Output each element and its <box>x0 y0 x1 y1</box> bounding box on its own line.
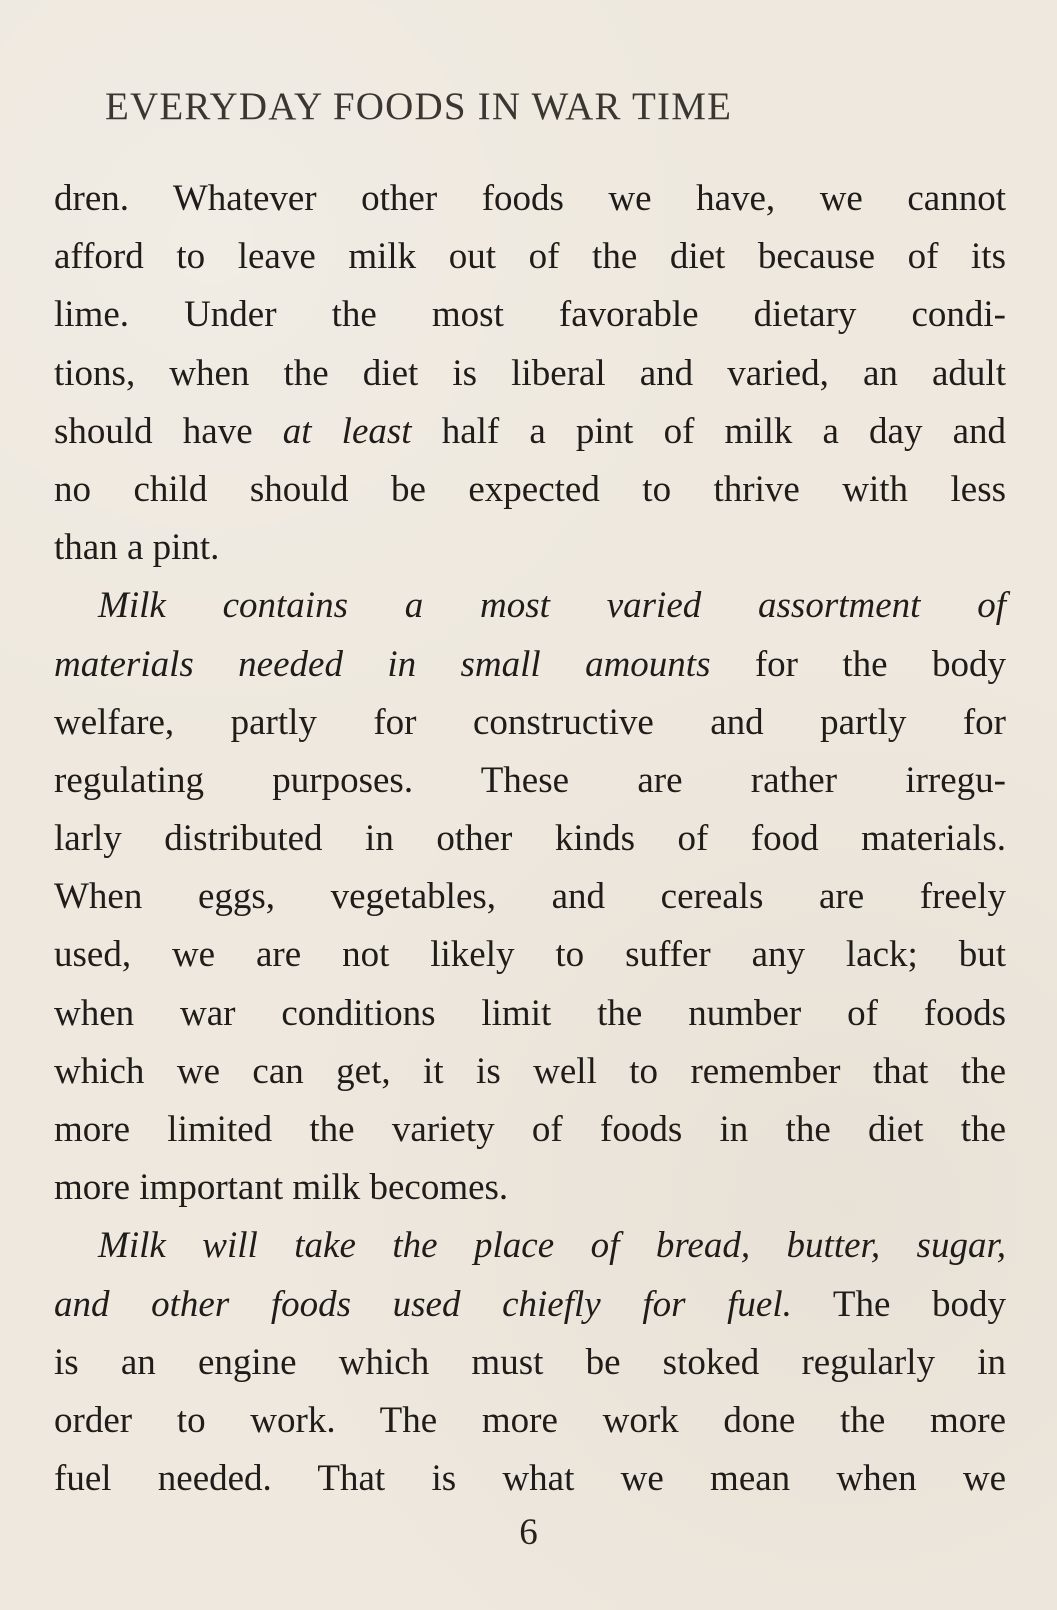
line <box>54 1043 1006 1101</box>
text-span: larly distributed in other kinds of food materials. <box>54 818 1006 860</box>
line <box>54 1159 1006 1217</box>
text-span: lime. Under the most favorable dietary condi- <box>54 294 1006 336</box>
text-span: when war conditions limit the number of foods <box>54 992 1006 1034</box>
text-span: more important milk becomes. <box>54 1167 509 1209</box>
line <box>54 985 1006 1043</box>
text-span: more limited the variety of foods in the diet the <box>54 1109 1006 1150</box>
text-span: fuel needed. That is what we mean when we <box>54 1458 1006 1500</box>
page-number: 6 <box>519 1512 538 1553</box>
text-span: used, we are not likely to suffer any lack; but <box>54 934 1006 976</box>
line <box>54 694 1006 752</box>
paragraph-2 <box>54 577 1006 1217</box>
line <box>54 752 1006 810</box>
text-span: welfare, partly for constructive and partly for <box>54 701 1006 743</box>
line <box>54 926 1006 984</box>
line <box>54 1334 1006 1392</box>
text-span: afford to leave milk out of the diet because of its <box>54 236 1006 278</box>
text-span: which we can get, it is well to remember that the <box>54 1050 1006 1092</box>
line <box>54 170 1006 228</box>
text-span: tions, when the diet is liberal and varied, an adult <box>54 352 1006 394</box>
running-head: EVERYDAY FOODS IN WAR TIME <box>105 85 733 128</box>
line <box>54 228 1006 286</box>
text-span: than a pint. <box>54 527 220 569</box>
italic-text-span: Milk will take the place of bread, butter, sugar, <box>98 1225 1006 1267</box>
italic-text-span: and other foods used chiefly for fuel. <box>54 1283 792 1325</box>
italic-text-span: Milk contains a most varied assortment of <box>98 585 1006 627</box>
line <box>54 403 1006 461</box>
text-span: is an engine which must be stoked regularly in <box>54 1341 1006 1383</box>
line <box>54 810 1006 868</box>
text-span: When eggs, vegetables, and cereals are freely <box>54 876 1006 918</box>
italic-text-span: at least <box>282 410 412 452</box>
text-span: should have <box>54 410 283 452</box>
paragraph-3 <box>54 1217 1006 1508</box>
line <box>54 461 1006 519</box>
text-span: for the body <box>710 643 1006 685</box>
text-span: order to work. The more work done the more <box>54 1399 1006 1441</box>
line <box>54 1392 1006 1450</box>
page-body <box>54 170 1006 1508</box>
line <box>54 868 1006 926</box>
line <box>54 1276 1006 1334</box>
paragraph-1 <box>54 170 1006 577</box>
text-span: half a pint of milk a day and <box>411 410 1006 452</box>
line <box>54 345 1006 403</box>
line <box>54 577 1006 635</box>
text-span: dren. Whatever other foods we have, we cannot <box>54 178 1006 219</box>
line <box>54 1450 1006 1508</box>
text-span: no child should be expected to thrive with less <box>54 468 1006 510</box>
line <box>54 636 1006 694</box>
text-span: regulating purposes. These are rather irregu- <box>54 759 1006 801</box>
line <box>54 1217 1006 1275</box>
line <box>54 286 1006 344</box>
text-span: The body <box>791 1283 1006 1325</box>
line <box>54 1101 1006 1159</box>
line <box>54 519 1006 577</box>
italic-text-span: materials needed in small amounts <box>54 643 711 685</box>
